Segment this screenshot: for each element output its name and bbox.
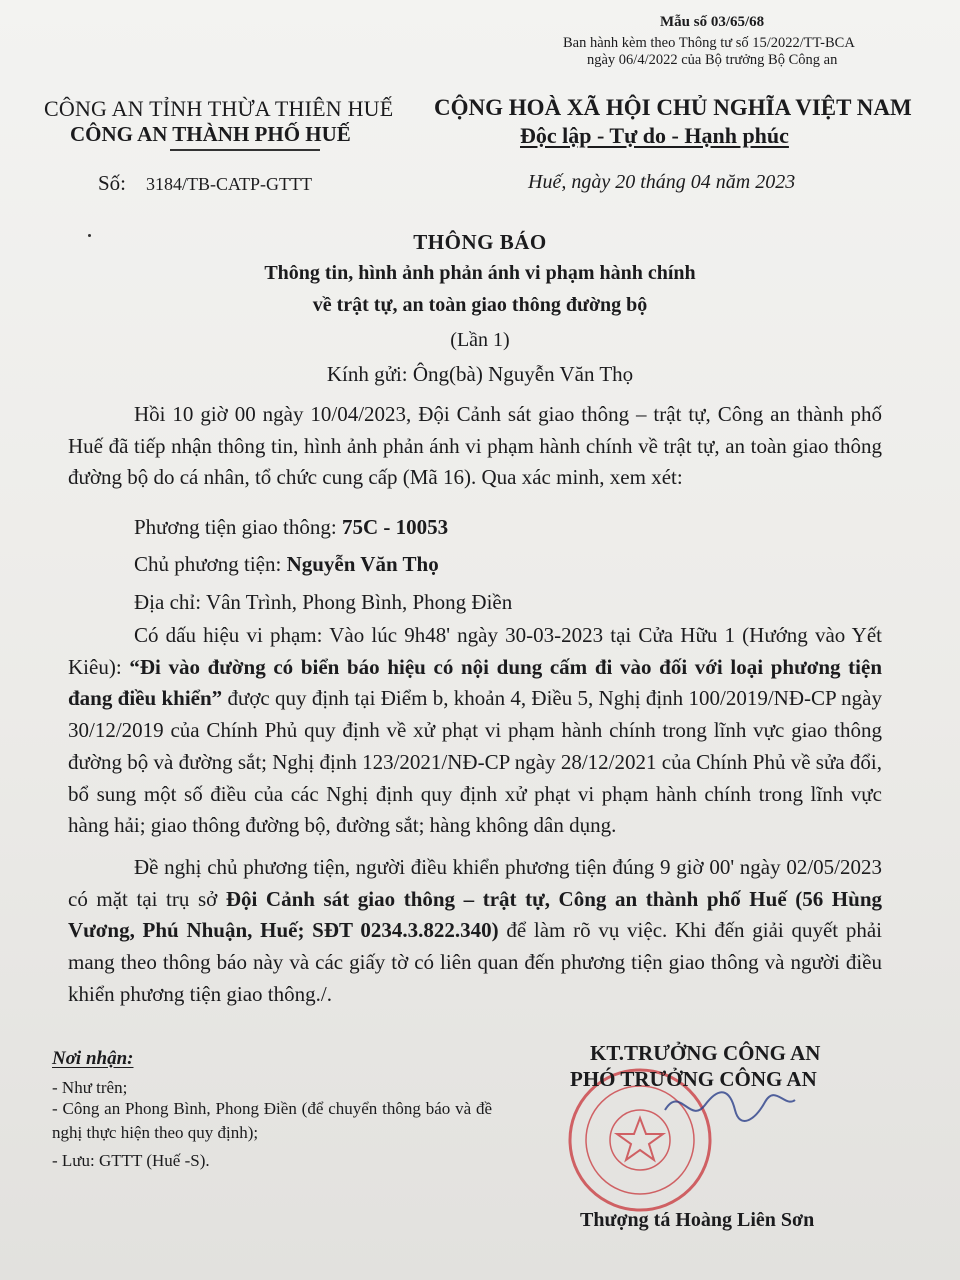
request-details: để làm rõ vụ việc. Khi đến giải quyết phải mang theo thông báo này và các giấy tờ có liên quan đến phương tiện giao thông và người điều khiển phương tiện giao thông./.	[68, 918, 882, 1006]
recipient-item: - Như trên;	[52, 1078, 128, 1097]
request-intro: Đề nghị chủ phương tiện, người điều khiển phương tiện đúng 9 giờ 00' ngày 02/05/2023 có mặt tại trụ sở	[68, 855, 882, 911]
owner-label: Chủ phương tiện:	[134, 552, 287, 576]
document-number-label: Số:	[98, 171, 127, 195]
office-address: Đội Cảnh sát giao thông – trật tự, Công an thành phố Huế (56 Hùng Vương, Phú Nhuận, Huế; SĐT 0234.3.822.340)	[68, 886, 883, 943]
document-title: THÔNG BÁO	[413, 230, 547, 254]
paragraph-request	[68, 852, 882, 1011]
national-title: CỘNG HOÀ XÃ HỘI CHỦ NGHĨA VIỆT NAM	[434, 95, 912, 120]
address-value: Vân Trình, Phong Bình, Phong Điền	[205, 590, 513, 614]
document-subtitle-1: Thông tin, hình ảnh phản ánh vi phạm hành chính	[264, 262, 696, 284]
vehicle-line	[134, 515, 448, 540]
agency-parent: CÔNG AN TỈNH THỪA THIÊN HUẾ	[44, 96, 394, 121]
issued-by-line: Ban hành kèm theo Thông tư số 15/2022/TT-BCA	[563, 35, 855, 51]
address-label: Địa chỉ:	[134, 590, 206, 614]
signature-position-2: PHÓ TRƯỞNG CÔNG AN	[570, 1067, 817, 1091]
recipient-item: - Lưu: GTTT (Huế -S).	[52, 1151, 210, 1170]
paragraph-violation	[68, 620, 882, 842]
violation-intro: Có dấu hiệu vi phạm: Vào lúc 9h48' ngày 30-03-2023 tại Cửa Hữu 1 (Hướng vào Yết Kiêu):	[68, 623, 882, 679]
document-number: 3184/TB-CATP-GTTT	[146, 174, 312, 194]
signature-position-1: KT.TRƯỞNG CÔNG AN	[590, 1041, 821, 1065]
issued-date-line: ngày 06/4/2022 của Bộ trưởng Bộ Công an	[587, 52, 838, 68]
addressee: Kính gửi: Ông(bà) Nguyễn Văn Thọ	[326, 362, 634, 386]
address-line	[134, 590, 512, 615]
document-date: Huế, ngày 20 tháng 04 năm 2023	[528, 171, 796, 193]
recipient-item: - Công an Phong Bình, Phong Điền (để chuyển thông báo và đề nghị thực hiện theo quy định);	[52, 1099, 492, 1142]
national-motto: Độc lập - Tự do - Hạnh phúc	[520, 123, 789, 148]
owner-name: Nguyễn Văn Thọ	[286, 552, 439, 576]
agency-underline	[170, 149, 320, 151]
paragraph-intro: Hồi 10 giờ 00 ngày 10/04/2023, Đội Cảnh sát giao thông – trật tự, Công an thành phố Huế đã tiếp nhận thông tin, hình ảnh phản ánh vi phạm hành chính về trật tự, an toàn giao thông đường bộ do cá nhân, tổ chức cung cấp (Mã 16). Qua xác minh, xem xét:	[68, 402, 882, 490]
agency-name: CÔNG AN THÀNH PHỐ HUẾ	[70, 122, 351, 146]
vehicle-label: Phương tiện giao thông:	[134, 515, 342, 539]
signer-name: Thượng tá Hoàng Liên Sơn	[580, 1209, 815, 1231]
vehicle-plate: 75C - 10053	[341, 515, 449, 539]
document-subtitle-2: về trật tự, an toàn giao thông đường bộ	[312, 294, 648, 316]
owner-line	[134, 552, 439, 577]
violation-legal-basis: được quy định tại Điểm b, khoản 4, Điều 5, Nghị định 100/2019/NĐ-CP ngày 30/12/2019 của Chính Phủ quy định về xử phạt vi phạm hành chính trong lĩnh vực giao thông đường bộ và đường sắt; Nghị định 123/2021/NĐ-CP ngày 28/12/2021 của Chính Phủ về sửa đổi, bổ sung một số điều của các Nghị định quy định xử phạt vi phạm hành chính trong lĩnh vực hàng hải; giao thông đường bộ, đường sắt; hàng không dân dụng.	[68, 686, 882, 838]
form-number: Mẫu số 03/65/68	[660, 14, 765, 30]
recipients-title: Nơi nhận:	[52, 1048, 134, 1069]
notice-count: (Lần 1)	[450, 329, 510, 351]
violation-description: “Đi vào đường có biển báo hiệu có nội dung cấm đi vào đối với loại phương tiện đang điều khiển”	[68, 654, 882, 711]
